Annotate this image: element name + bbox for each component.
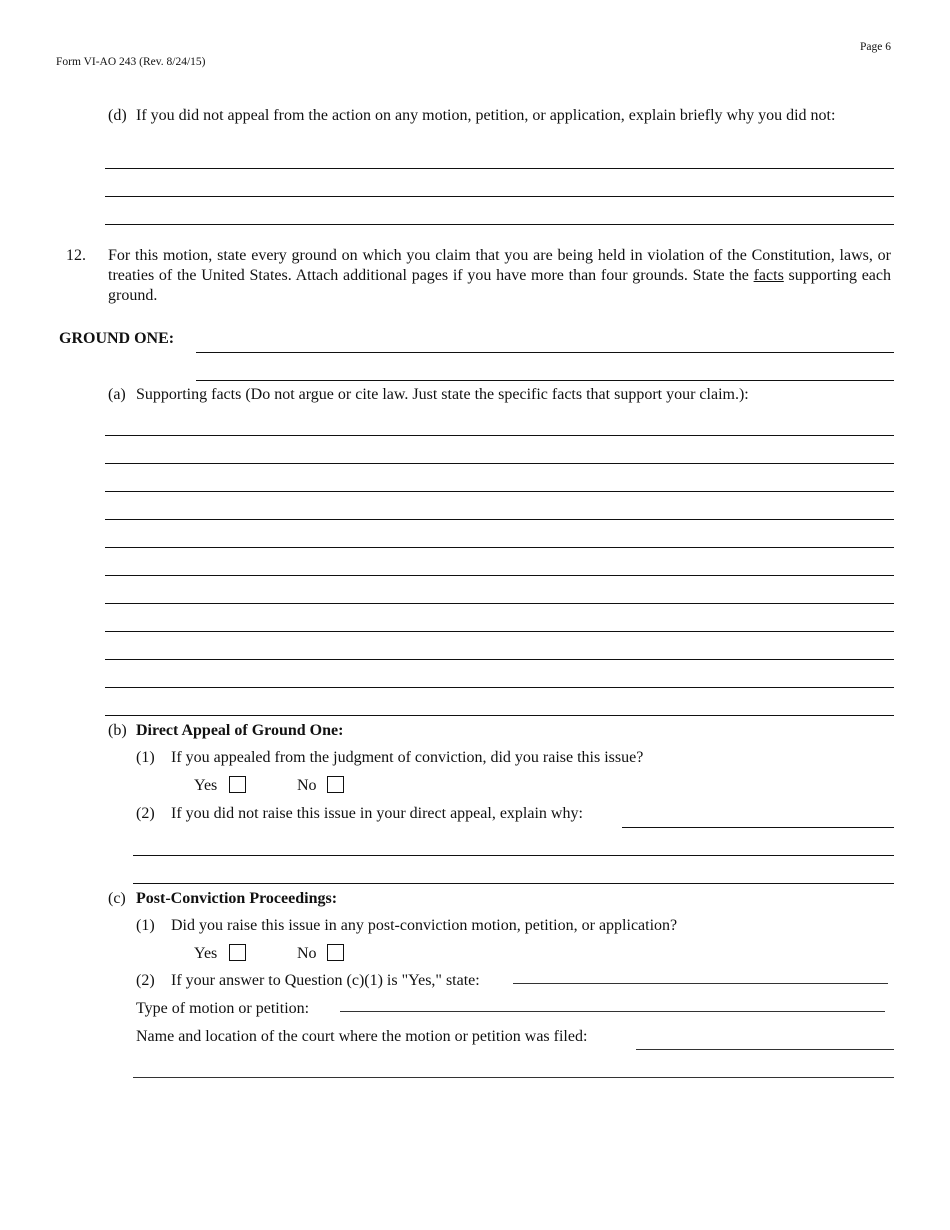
q11d-answer-line-3[interactable] [105,224,894,225]
post-conviction-state-line[interactable] [513,983,888,984]
post-conviction-q1-text: Did you raise this issue in any post-conviction motion, petition, or application? [171,917,678,934]
ground-one-b-label: (b) [108,722,127,739]
q11d-answer-line-1[interactable] [105,168,894,169]
q11d-answer-line-2[interactable] [105,196,894,197]
supporting-facts-line-7[interactable] [105,603,894,604]
q11d-label: (d) [108,107,127,124]
direct-appeal-q2-num: (2) [136,805,155,822]
post-conviction-yes-checkbox[interactable] [229,944,246,961]
direct-appeal-q1-text: If you appealed from the judgment of conviction, did you raise this issue? [171,749,644,766]
supporting-facts-line-8[interactable] [105,631,894,632]
supporting-facts-line-9[interactable] [105,659,894,660]
q12-text-after: supporting each ground. [108,267,892,304]
court-location-line-2[interactable] [133,1077,894,1078]
post-conviction-q2-num: (2) [136,972,155,989]
page-number: Page 6 [860,41,891,53]
direct-appeal-yes-label: Yes [194,777,218,794]
direct-appeal-title: Direct Appeal of Ground One: [136,722,344,739]
q11d-text: If you did not appeal from the action on any motion, petition, or application, explain briefly why you did not: [136,107,836,124]
supporting-facts-line-2[interactable] [105,463,894,464]
supporting-facts-line-5[interactable] [105,547,894,548]
direct-appeal-yes-checkbox[interactable] [229,776,246,793]
ground-one-line-2[interactable] [196,380,894,381]
supporting-facts-line-6[interactable] [105,575,894,576]
direct-appeal-explain-line-2[interactable] [133,855,894,856]
ground-one-title: GROUND ONE: [59,330,175,347]
post-conviction-q1-num: (1) [136,917,155,934]
supporting-facts-line-11[interactable] [105,715,894,716]
direct-appeal-q1-num: (1) [136,749,155,766]
supporting-facts-line-3[interactable] [105,491,894,492]
court-location-label: Name and location of the court where the motion or petition was filed: [136,1028,588,1045]
ground-one-c-label: (c) [108,890,126,907]
ground-one-a-label: (a) [108,386,126,403]
direct-appeal-no-label: No [297,777,317,794]
q12-facts-emphasis: facts [753,267,784,284]
direct-appeal-explain-line-1[interactable] [622,827,894,828]
post-conviction-yes-label: Yes [194,945,218,962]
motion-type-label: Type of motion or petition: [136,1000,310,1017]
direct-appeal-no-checkbox[interactable] [327,776,344,793]
form-id: Form VI-AO 243 (Rev. 8/24/15) [56,56,206,68]
ground-one-a-text: Supporting facts (Do not argue or cite law. Just state the specific facts that support your claim.): [136,386,749,403]
direct-appeal-q2-text: If you did not raise this issue in your direct appeal, explain why: [171,805,583,822]
motion-type-line[interactable] [340,1011,885,1012]
post-conviction-title: Post-Conviction Proceedings: [136,890,338,907]
supporting-facts-line-1[interactable] [105,435,894,436]
q12-text [108,246,891,306]
post-conviction-no-checkbox[interactable] [327,944,344,961]
direct-appeal-explain-line-3[interactable] [133,883,894,884]
q12-number: 12. [66,247,86,264]
q12-text-before: For this motion, state every ground on which you claim that you are being held in violation of the Constitution, laws, or treaties of the United States. Attach additional pages if you have more than four grounds. State the [108,247,891,284]
supporting-facts-line-10[interactable] [105,687,894,688]
post-conviction-q2-text: If your answer to Question (c)(1) is "Yes," state: [171,972,480,989]
supporting-facts-line-4[interactable] [105,519,894,520]
ground-one-line-1[interactable] [196,352,894,353]
post-conviction-no-label: No [297,945,317,962]
court-location-line-1[interactable] [636,1049,894,1050]
